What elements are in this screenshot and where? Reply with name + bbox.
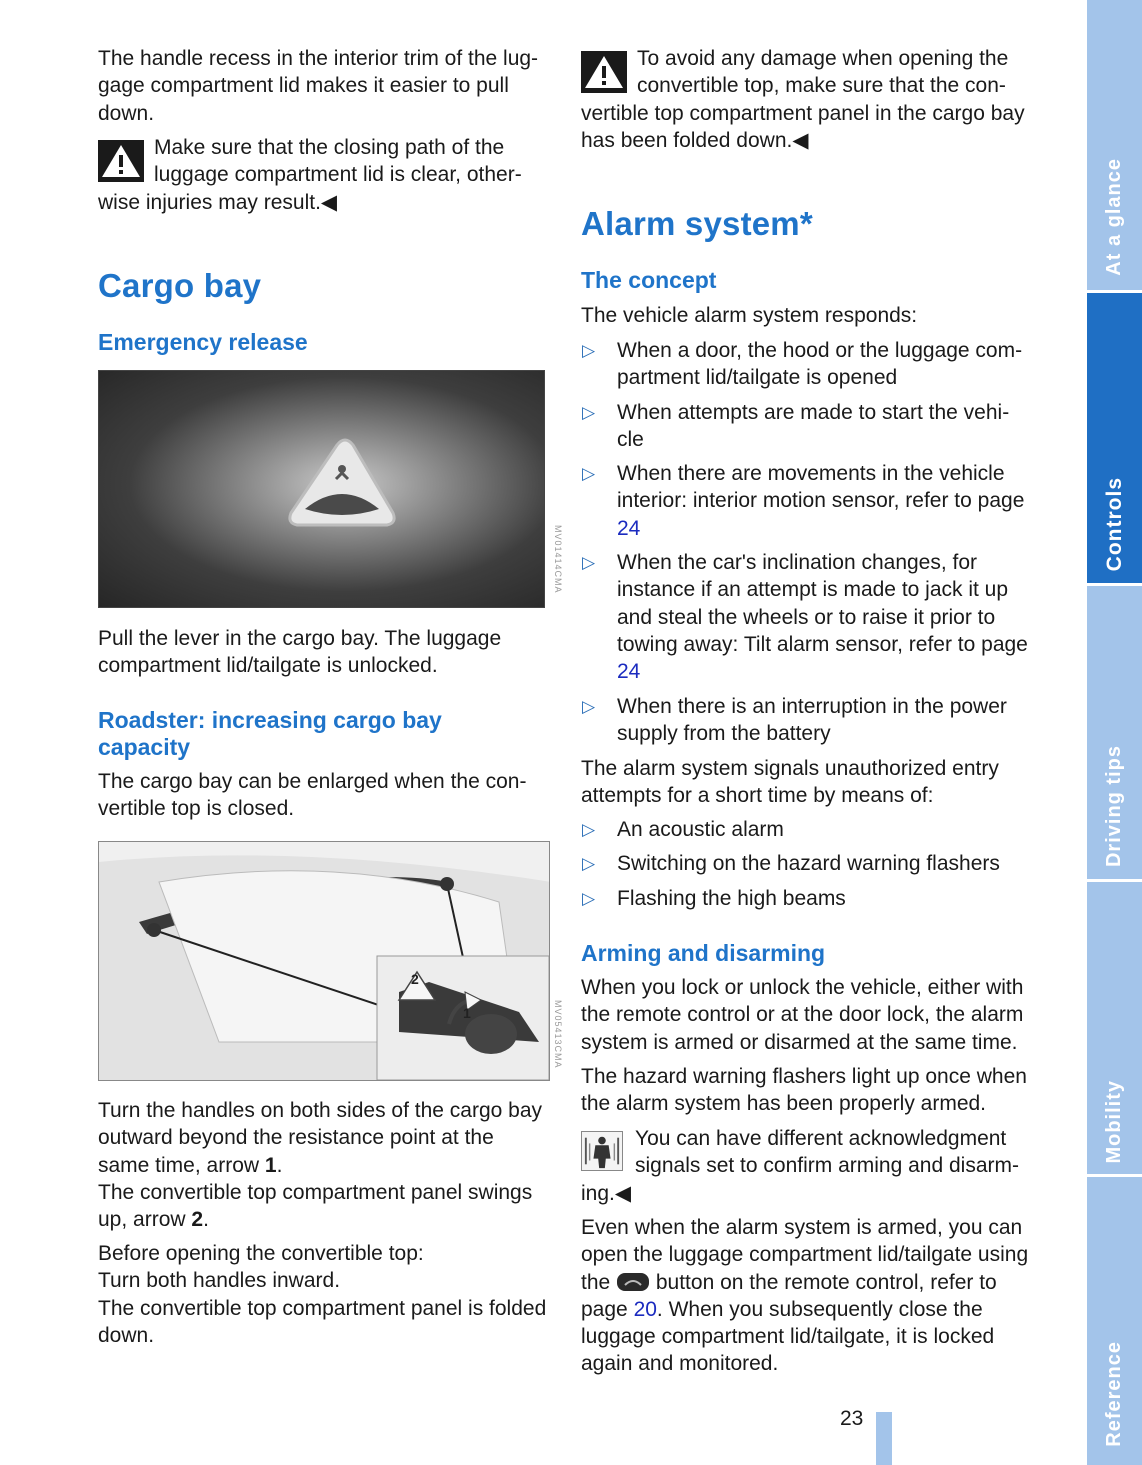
arrow-2-ref: 2 [191,1208,204,1232]
warning-convertible-top [581,45,1031,154]
warning-text: Make sure that the closing path of the luggage compartment lid is clear, other-wise injuries may result.◀ [98,136,522,214]
list-item-text: Switching on the hazard warning flashers [617,852,1000,876]
hazard-paragraph: The hazard warning flashers light up once when the alarm system has been properly armed. [581,1065,1027,1116]
bullet-marker: ▷ [582,854,596,874]
page-number: 23 [840,1407,864,1430]
heading-alarm-system: Alarm system* [581,205,813,242]
page-link[interactable]: 20 [633,1297,657,1321]
chapter-sidebar [1087,0,1142,1465]
responds-list [581,337,1031,747]
bullet-marker: ▷ [582,464,596,484]
tab-mobility[interactable] [1087,882,1142,1174]
tip-acknowledgment [581,1125,1031,1207]
list-item-text: Flashing the high beams [617,886,846,910]
bullet-marker: ▷ [582,820,596,839]
turn-end: . [276,1153,283,1177]
figure-code-2: MV05413CMA [553,1000,563,1069]
list-item [581,549,1031,685]
page-link[interactable]: 24 [617,516,641,540]
even-armed-paragraph [581,1214,1031,1378]
list-item [581,693,1031,748]
before-open-text: Before opening the convertible top: [98,1242,424,1265]
page-number-bar [876,1412,892,1465]
arrow-1-ref: 1 [264,1153,277,1177]
list-item-text: When a door, the hood or the luggage com-partment lid/tailgate is opened [617,339,1023,390]
heading-the-concept: The concept [581,267,717,293]
bullet-marker: ▷ [582,888,596,908]
emergency-release-figure [98,370,545,608]
list-item [581,850,1031,877]
list-item [581,399,1031,454]
tab-at-a-glance[interactable] [1087,0,1142,290]
responds-paragraph: The vehicle alarm system responds: [581,304,918,327]
figure-code: MV01414CMA [553,525,563,594]
turn-inward-text: Turn both handles inward. [98,1269,341,1293]
tab-label: Mobility [1103,1080,1125,1164]
list-item [581,885,1031,912]
cargo-bay-figure [98,841,550,1081]
tab-reference[interactable] [1087,1177,1142,1465]
tab-label: Reference [1103,1341,1125,1447]
list-item [581,460,1031,542]
bullet-marker: ▷ [582,553,596,573]
mechanic-tip-icon [581,1131,623,1171]
bullet-marker: ▷ [582,341,596,360]
swing-end: . [203,1208,209,1232]
warning-text: To avoid any damage when opening the convertible top, make sure that the con-vertible top compartment panel in the cargo bay has been folded down.◀ [581,47,1025,152]
trunk-button-icon [616,1271,650,1293]
cargo-bay-illustration [99,842,550,1081]
bullet-marker: ▷ [582,696,596,716]
tab-label: Controls [1102,476,1126,571]
list-item-text: When there are movements in the vehicle interior: interior motion sensor, refer to page [617,462,1025,513]
turn-handles-paragraph [98,1097,548,1233]
warning-triangle-icon [581,51,627,93]
signals-list [581,816,1031,912]
pull-lever-paragraph: Pull the lever in the cargo bay. The luggage compartment lid/tailgate is unlocked. [98,627,502,678]
tab-controls[interactable] [1087,293,1142,583]
heading-roadster-capacity: Roadster: increasing cargo bay capacity [98,707,442,761]
before-opening-paragraph [98,1240,548,1349]
page-link[interactable]: 24 [617,660,641,684]
heading-cargo-bay: Cargo bay [98,267,262,304]
tab-label: At a glance [1103,158,1125,276]
tip-text: You can have different acknowledgment signals set to confirm arming and disarm-ing.◀ [581,1127,1019,1205]
list-item-text: An acoustic alarm [617,818,784,841]
tab-driving-tips[interactable] [1087,586,1142,879]
intro-paragraph: The handle recess in the interior trim of the lug-gage compartment lid makes it easier to pull down. [98,47,539,125]
heading-emergency-release: Emergency release [98,329,308,355]
heading-arming-disarming: Arming and disarming [581,940,826,966]
emergency-release-lever-icon [99,371,546,609]
arming-paragraph: When you lock or unlock the vehicle, either with the remote control or at the door lock, the alarm system is armed or disarmed at the same time. [581,976,1024,1054]
swing-text: The convertible top compartment panel swings up, arrow [98,1180,533,1232]
bullet-marker: ▷ [582,402,596,422]
list-item-text: When attempts are made to start the vehi-cle [617,400,1010,451]
even-text-c: . When you subsequently close the luggage compartment lid/tailgate, it is locked again and monitored. [581,1297,995,1376]
roadster-paragraph: The cargo bay can be enlarged when the con-vertible top is closed. [98,770,527,821]
even-text-a: Even when the alarm system is armed, you can open the luggage compartment lid/tailgate using the [581,1216,1029,1294]
warning-closing-path [98,134,543,216]
warning-triangle-icon [98,140,144,182]
list-item-text: When the car's inclination changes, for instance if an attempt is made to jack it up and steal the wheels or to raise it prior to towing away: Tilt alarm sensor, refer to page [617,551,1028,656]
signals-paragraph: The alarm system signals unauthorized entry attempts for a short time by means of: [581,757,999,808]
list-item [581,337,1031,392]
arrow-1-label: 1 [463,1005,471,1021]
even-text-b: button on the remote control, refer to page [581,1270,997,1321]
folded-text: The convertible top compartment panel is folded down. [98,1296,547,1347]
list-item-text: When there is an interruption in the power supply from the battery [617,694,1007,745]
arrow-2-label: 2 [411,971,419,987]
turn-text: Turn the handles on both sides of the cargo bay outward beyond the resistance point at the same time, arrow [98,1099,543,1177]
tab-label: Driving tips [1103,744,1125,867]
list-item [581,816,1031,843]
